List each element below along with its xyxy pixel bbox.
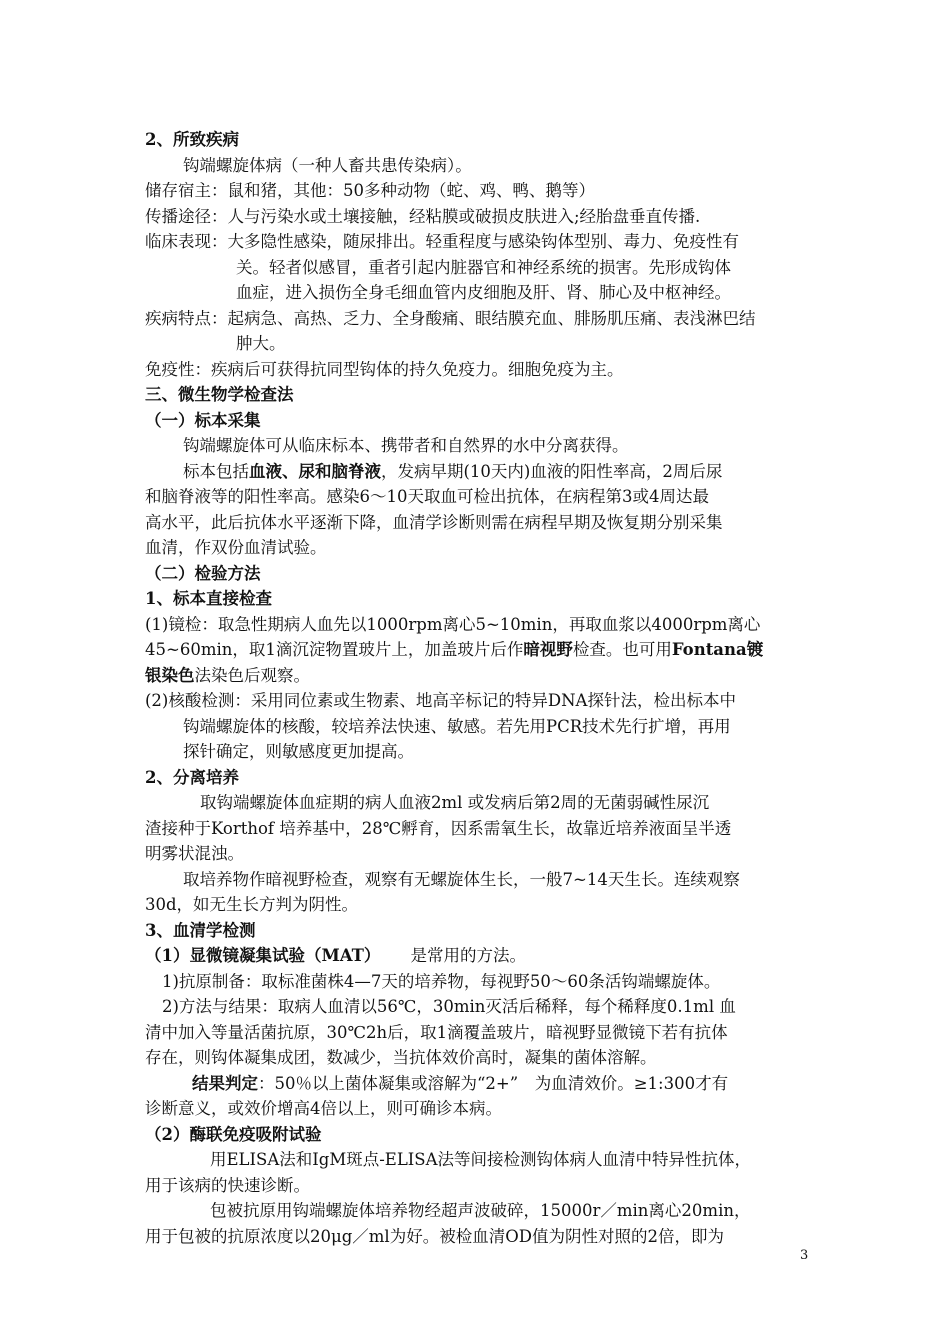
text-line: 30d，如无生长方判为阴性。 — [145, 895, 359, 914]
text-line: (1)镜检：取急性期病人血先以1000rpm离心5~10min，再取血浆以4000rpm离心 — [145, 615, 761, 634]
emphasis: 暗视野 — [523, 640, 573, 659]
text-line: 用于该病的快速诊断。 — [145, 1176, 310, 1195]
text-line: 2)方法与结果：取病人血清以56℃，30min灭活后稀释，每个稀释度0.1ml 血 — [162, 997, 736, 1016]
subsection-heading-methods: （二）检验方法 — [145, 564, 261, 583]
text-line: 存在，则钩体凝集成团，数减少，当抗体效价高时，凝集的菌体溶解。 — [145, 1048, 657, 1067]
text-line: 明雾状混浊。 — [145, 844, 244, 863]
text-line: 探针确定，则敏感度更加提高。 — [183, 742, 414, 761]
text-line: 诊断意义，或效价增高4倍以上，则可确诊本病。 — [145, 1099, 502, 1118]
text-line: 血清，作双份血清试验。 — [145, 538, 327, 557]
emphasis: Fontana镀 — [671, 640, 764, 659]
heading-direct-exam: 1、标本直接检查 — [145, 589, 272, 608]
text-line: 疾病特点：起病急、高热、乏力、全身酸痛、眼结膜充血、腓肠肌压痛、表浅淋巴结 — [145, 309, 756, 328]
text-line: 1)抗原制备：取标准菌株4—7天的培养物，每视野50～60条活钩端螺旋体。 — [162, 972, 721, 991]
text-line: 和脑脊液等的阳性率高。感染6～10天取血可检出抗体，在病程第3或4周达最 — [145, 487, 709, 506]
text-line: 关。轻者似感冒，重者引起内脏器官和神经系统的损害。先形成钩体 — [236, 258, 731, 277]
text-line: 用ELISA法和IgM斑点-ELISA法等间接检测钩体病人血清中特异性抗体， — [210, 1150, 752, 1169]
text-line: 结果判定：50％以上菌体凝集或溶解为“2+” 为血清效价。≥1:300才有 — [192, 1074, 729, 1093]
text-line: 钩端螺旋体病（一种人畜共患传染病）。 — [183, 156, 472, 175]
text-line: 45~60min，取1滴沉淀物置玻片上，加盖玻片后作暗视野检查。也可用Fontana镀 — [145, 640, 764, 659]
text-line: 免疫性：疾病后可获得抗同型钩体的持久免疫力。细胞免疫为主。 — [145, 360, 624, 379]
emphasis: 银染色 — [145, 666, 195, 685]
text-line: 用于包被的抗原浓度以20μg／ml为好。被检血清OD值为阴性对照的2倍，即为 — [145, 1227, 724, 1246]
page-number: 3 — [800, 1248, 809, 1263]
text-line: 传播途径：人与污染水或土壤接触，经粘膜或破损皮肤进入;经胎盘垂直传播. — [145, 207, 701, 226]
emphasis: 血液、尿和脑脊液 — [249, 462, 381, 481]
text-line: 临床表现：大多隐性感染，随尿排出。轻重程度与感染钩体型别、毒力、免疫性有 — [145, 232, 739, 251]
text-line: 高水平，此后抗体水平逐渐下降，血清学诊断则需在病程早期及恢复期分别采集 — [145, 513, 723, 532]
section-heading-microbiology: 三、微生物学检查法 — [145, 385, 294, 404]
subsection-heading-specimen: （一）标本采集 — [145, 411, 261, 430]
section-heading-diseases: 2、所致疾病 — [145, 130, 239, 149]
text-line: 血症，进入损伤全身毛细血管内皮细胞及肝、肾、肺心及中枢神经。 — [236, 283, 731, 302]
text-line: 钩端螺旋体可从临床标本、携带者和自然界的水中分离获得。 — [183, 436, 629, 455]
text-line: 钩端螺旋体的核酸，较培养法快速、敏感。若先用PCR技术先行扩增，再用 — [183, 717, 731, 736]
emphasis: 结果判定 — [192, 1074, 258, 1093]
text-line: 标本包括血液、尿和脑脊液，发病早期(10天内)血液的阳性率高，2周后尿 — [183, 462, 723, 481]
text-line: 储存宿主：鼠和猪，其他：50多种动物（蛇、鸡、鸭、鹅等） — [145, 181, 595, 200]
text-line: （1）显微镜凝集试验（MAT） 是常用的方法。 — [145, 946, 526, 965]
heading-mat: （1）显微镜凝集试验（MAT） — [145, 946, 381, 965]
text-line: 渣接种于Korthof 培养基中，28℃孵育，因系需氧生长，故靠近培养液面呈半透 — [145, 819, 732, 838]
text-line: 清中加入等量活菌抗原，30℃2h后，取1滴覆盖玻片，暗视野显微镜下若有抗体 — [145, 1023, 728, 1042]
text-line: 肿大。 — [236, 334, 286, 353]
text-line: (2)核酸检测：采用同位素或生物素、地高辛标记的特异DNA探针法，检出标本中 — [145, 691, 736, 710]
text-line: 包被抗原用钩端螺旋体培养物经超声波破碎，15000r／min离心20min， — [210, 1201, 751, 1220]
heading-serology: 3、血清学检测 — [145, 921, 256, 940]
text-line: 取培养物作暗视野检查，观察有无螺旋体生长，一般7~14天生长。连续观察 — [183, 870, 740, 889]
heading-elisa: （2）酶联免疫吸附试验 — [145, 1125, 322, 1144]
text-line: 取钩端螺旋体血症期的病人血液2ml 或发病后第2周的无菌弱碱性尿沉 — [200, 793, 710, 812]
text-line: 银染色法染色后观察。 — [145, 666, 310, 685]
heading-culture: 2、分离培养 — [145, 768, 239, 787]
